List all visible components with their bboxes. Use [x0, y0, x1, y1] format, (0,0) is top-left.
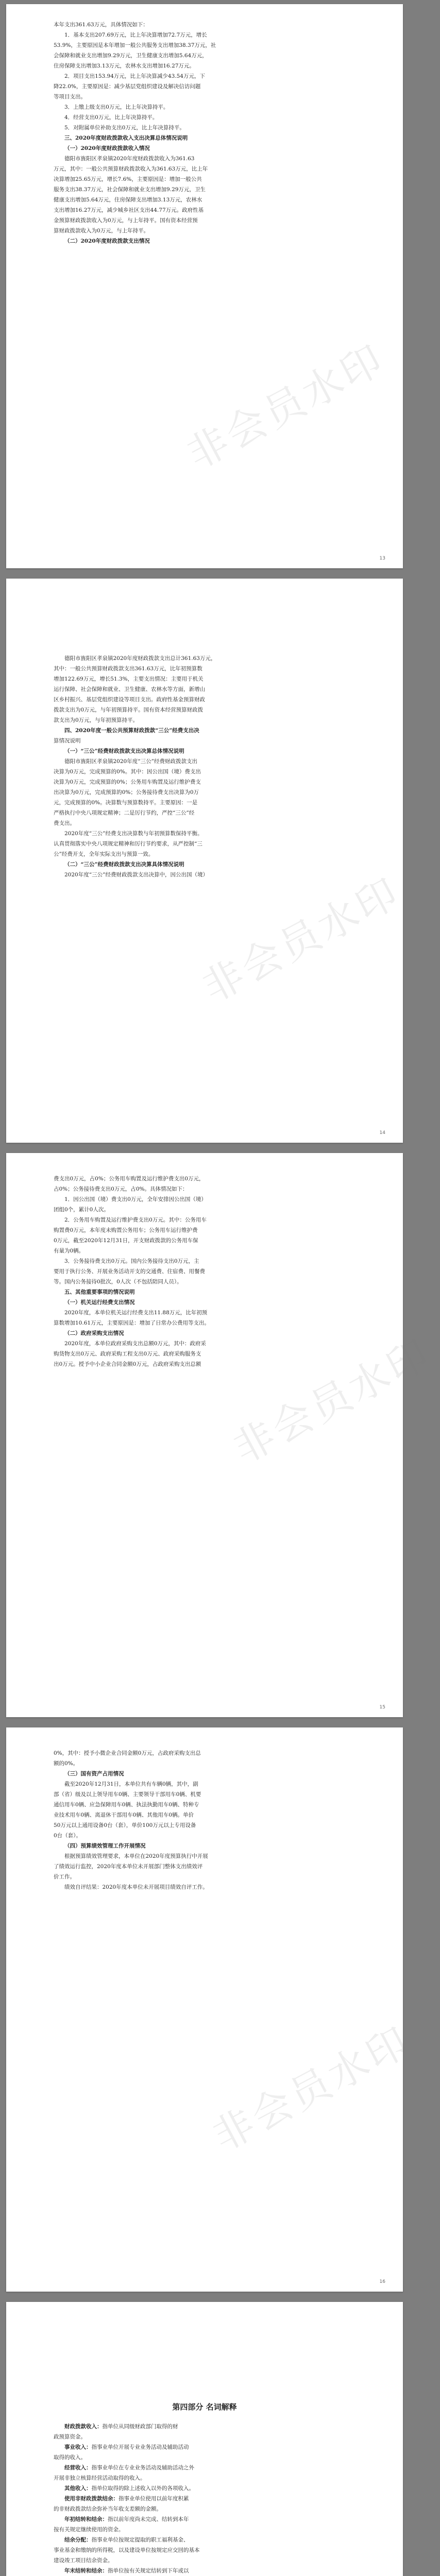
- term-definition: 指事业单位使用以前年度积累: [119, 2496, 189, 2502]
- section-heading: 四、2020年度一般公共预算财政拨款“三公”经费支出决: [64, 727, 199, 734]
- section-heading: 三、2020年度财政拨款收入支出决算总体情况说明: [64, 135, 188, 141]
- text-line: 德阳市旌阳区孝泉镇2020年度“三公”经费财政拨款支出: [64, 758, 197, 765]
- text-line: 出0万元。授予中小企业合同金额0万元，占政府采购支出总额: [54, 1361, 201, 1367]
- text-line: [54, 2494, 356, 2504]
- term-definition: 指单位从同级财政部门取得的财: [102, 2424, 178, 2430]
- term-label: 事业收入：: [64, 2444, 92, 2450]
- text-line: 的非财政拨款结余弥补当年收支差额的金额。: [54, 2506, 162, 2512]
- page-number: 13: [379, 556, 385, 561]
- term-label: 年末结转和结余：: [64, 2568, 108, 2574]
- text-line: 万元，其中：一般公共预算财政拨款收入为361.63万元，比上年: [54, 166, 208, 172]
- text-line: 德阳市旌阳区孝泉镇2020年度财政拨款支出总计361.63万元，: [64, 655, 216, 662]
- term-label: 经营收入：: [64, 2465, 92, 2471]
- page-number: 16: [379, 2279, 385, 2284]
- text-line: 算财政拨款收入为0万元，与上年持平。: [54, 228, 149, 234]
- text-line: 购货物支出0万元、政府采购工程支出0万元、政府采购服务支: [54, 1351, 201, 1357]
- text-line: 有量为0辆。: [54, 1248, 84, 1254]
- section-heading: 五、其他重要事项的情况说明: [64, 1289, 135, 1295]
- text-line: 认真贯彻落实中央八项规定精神和厉行节约要求，从严控制“三: [54, 841, 202, 847]
- text-line: [54, 2566, 356, 2576]
- text-line: 截至2020年12月31日，本单位共有车辆0辆，其中，副: [64, 1781, 198, 1787]
- text-line: 决算为0万元，完成预算的0%；公务用车购置及运行维护费支: [54, 779, 201, 785]
- section-heading: （二）政府采购支出情况: [64, 1330, 124, 1336]
- text-line: 决算为0万元，完成预算的0%。其中：因公出国（境）费支出: [54, 769, 201, 775]
- text-line: 建设竣工项目结余资金。: [54, 2557, 113, 2564]
- text-line: 费支出0万元，占0%；公务用车购置及运行维护费支出0万元，: [54, 1176, 205, 1182]
- text-line: [54, 2535, 356, 2545]
- text-line: 会保障和就业支出增加9.29万元，卫生健康支出增加5.64万元，: [54, 53, 208, 59]
- text-line: 3．上缴上级支出0万元，比上年决算持平。: [64, 104, 169, 110]
- text-line: 按有关规定继续使用的资金。: [54, 2527, 124, 2533]
- text-line: 等。国内公务接待0批次，0人次（不包括陪同人员）。: [54, 1279, 182, 1285]
- text-line: 金预算财政拨款收入为0万元，与上年持平。国有资本经营预: [54, 217, 198, 224]
- text-line: 2．项目支出153.94万元，比上年决算减少43.54万元，下: [64, 73, 205, 79]
- text-line: 款支出为0万元，与年初预算持平。: [54, 717, 139, 723]
- text-line: 业技术用车0辆、离退休干部用车0辆、其他用车0辆。单价: [54, 1812, 194, 1818]
- text-line: 5．对附属单位补助支出0万元，比上年决算持平。: [64, 125, 185, 131]
- watermark: 非会员水印: [205, 2018, 418, 2161]
- text-line: 3．公务接待费支出0万元。国内公务接待支出0万元，主: [64, 1258, 199, 1264]
- text-line: 0万元，截至2020年12月31日，开支财政拨款的公务用车保: [54, 1238, 198, 1244]
- text-line: 价工作。: [54, 1874, 75, 1880]
- section-title: 第四部分 名词解释: [172, 2402, 237, 2412]
- text-line: 2020年度“三公”经费财政拨款支出决算中，因公出国（境）: [64, 872, 208, 878]
- text-line: 2．公务用车购置及运行维护费支出0万元。其中：公务用车: [64, 1217, 207, 1223]
- text-line: 政预算资金。: [54, 2434, 86, 2440]
- term-definition: 指事业单位在专业业务活动及辅助活动之外: [91, 2465, 194, 2471]
- document-page: [6, 579, 408, 1143]
- term-definition: 指以前年度尚未完成、结转到本年: [108, 2516, 189, 2522]
- text-line: 健康支出增加5.64万元，住房保障支出增加3.13万元，农林水: [54, 197, 202, 203]
- text-line: 费支出。: [54, 820, 75, 826]
- text-line: 增加122.69万元，增长51.3%，主要支出情况：主要用于机关: [54, 676, 204, 682]
- page-content: [54, 20, 356, 246]
- text-line: 1．因公出国（境）费支出0万元，全年安排因公出国（境）: [64, 1196, 207, 1202]
- text-line: 4．经营支出0万元，比上年决算持平。: [64, 114, 158, 121]
- text-line: 2020年度，本单位机关运行经费支出11.88万元，比年初预: [64, 1310, 208, 1316]
- text-line: [54, 2442, 356, 2452]
- section-heading: （一）“三公”经费财政拨款支出决算总体情况说明: [64, 748, 184, 754]
- document-page: [6, 1727, 418, 2292]
- term-definition: 指单位取得的除上述收入以外的各项收入。: [91, 2485, 194, 2492]
- text-line: 0%，其中：授予小微企业合同金额0万元，占政府采购支出总: [54, 1750, 201, 1756]
- text-line: 服务支出38.37万元，社会保障和就业支出增加9.29万元，卫生: [54, 187, 206, 193]
- text-line: 拨款支出为0万元，与年初预算持平。国有资本经营预算财政拨: [54, 707, 204, 713]
- text-line: 通信用车0辆、应急保障用车0辆、执法执勤用车0辆、特种专: [54, 1802, 199, 1808]
- text-line: 公”经费开支，全年实际支出与预算一致。: [54, 851, 154, 857]
- page-content: [54, 653, 356, 880]
- text-line: 出决算为0万元，完成预算的0%；公务接待费支出决算为0万: [54, 789, 199, 795]
- section-heading: （二）“三公”经费财政拨款支出决算具体情况说明: [64, 861, 184, 868]
- text-line: 决算增加25.65万元，增长7.6%，主要原因是：增加一般公共: [54, 176, 202, 182]
- text-line: 2020年度“三公”经费支出决算数与年初预算数保持平衡。: [64, 831, 203, 837]
- text-line: 根据预算绩效管理要求，本单位在2020年度预算执行中开展: [64, 1853, 208, 1859]
- text-line: 了绩效运行监控，2020年度本单位未开展部门整体支出绩效评: [54, 1863, 203, 1870]
- text-line: [54, 2514, 356, 2524]
- text-line: 降22.0%，主要原因是：减少基层党组织建设及解决信访问题: [54, 83, 201, 90]
- text-line: 等项目支出。: [54, 94, 86, 100]
- text-line: 取得的收入。: [54, 2454, 86, 2461]
- page-content: [54, 1748, 356, 1892]
- text-line: 额的0%。: [54, 1760, 79, 1767]
- page-number: 14: [379, 1130, 385, 1136]
- document-page: [6, 2302, 403, 2576]
- text-line: 团组0个，累计0人次。: [54, 1207, 109, 1213]
- text-line: [54, 2421, 356, 2432]
- text-line: 事业基金和缴纳的所得税，以及建设单位按规定应交回的基本: [54, 2547, 200, 2553]
- text-line: 绩效自评结果：2020年度本单位未开展项目绩效自评工作。: [64, 1884, 208, 1890]
- text-line: 支出增加16.27万元，减少城乡社区支出44.77万元。政府性基: [54, 207, 204, 213]
- term-definition: 指事业单位开展专业业务活动及辅助活动: [91, 2444, 189, 2450]
- section-heading: （一）机关运行经费支出情况: [64, 1299, 135, 1306]
- watermark: 非会员水印: [179, 335, 393, 479]
- section-heading: （四）预算绩效管理工作开展情况: [64, 1843, 146, 1849]
- term-label: 其他收入：: [64, 2485, 92, 2492]
- term-definition: 指单位按有关规定结转到下年或以: [108, 2568, 189, 2574]
- text-line: [54, 2483, 356, 2494]
- watermark: 非会员水印: [226, 1330, 439, 1473]
- watermark: 非会员水印: [195, 869, 408, 1012]
- text-line: 本年支出361.63万元，具体情况如下：: [54, 22, 148, 28]
- text-line: 占0%；公务接待费支出0万元，占0%。具体情况如下：: [54, 1186, 188, 1192]
- text-line: 算数增加10.61万元，主要原因是：增加了日常办公费用等支出。: [54, 1320, 210, 1326]
- text-line: 53.9%，主要原因是本年增加一般公共服务支出增加38.37万元，社: [54, 42, 216, 48]
- document-page: [6, 4, 403, 568]
- text-line: 50万元以上通用设备0台（套），单价100万元以上专用设备: [54, 1822, 196, 1828]
- text-line: 运行保障、社会保障和就业、卫生健康、农林水等方面，新增山: [54, 686, 205, 692]
- section-heading: （三）国有资产占用情况: [64, 1771, 124, 1777]
- term-definition: 指事业单位按规定提取的职工福利基金、: [91, 2537, 189, 2543]
- text-line: 住房保障支出增加3.13万元，农林水支出增加16.27万元。: [54, 63, 195, 69]
- text-line: 0台（套）。: [54, 1833, 81, 1839]
- text-line: 购置费0万元，本年度未购置公务用车；公务用车运行维护费: [54, 1227, 198, 1233]
- text-line: 元，完成预算的0%。决算数与预算数持平。主要原因：一是: [54, 800, 198, 806]
- text-line: [54, 2463, 356, 2473]
- term-label: 年初结转和结余：: [64, 2516, 108, 2522]
- page-number: 15: [379, 1705, 385, 1710]
- page-content: [54, 1174, 356, 1369]
- section-heading: （二）2020年度财政拨款支出情况: [64, 238, 150, 244]
- term-label: 使用非财政拨款结余：: [64, 2496, 119, 2502]
- text-line: 其中：一般公共预算财政拨款支出361.63万元，比年初预算数: [54, 666, 202, 672]
- text-line: 区乡村振兴、基层党组织建设等项目支出。政府性基金预算财政: [54, 697, 205, 703]
- text-line: 要用于执行公务、开展业务活动开支的交通费、住宿费、用餐费: [54, 1268, 205, 1275]
- text-line: 2020年度，本单位政府采购支出总额0万元，其中：政府采: [64, 1341, 206, 1347]
- document-page: [6, 1153, 439, 1717]
- text-line: 德阳市旌阳区孝泉镇2020年度财政拨款收入为361.63: [64, 156, 195, 162]
- text-line: 开展非独立核算经营活动取得的收入。: [54, 2475, 146, 2481]
- text-line: 算情况说明: [54, 738, 81, 744]
- term-label: 结余分配：: [64, 2537, 92, 2543]
- text-line: 严格执行中央八项规定精神；二是厉行节约，严控“三公”经: [54, 810, 195, 816]
- text-line: 1．基本支出207.69万元，比上年决算增加72.7万元，增长: [64, 32, 207, 38]
- term-label: 财政拨款收入：: [64, 2424, 103, 2430]
- text-line: 部（省）级及以上领导用车0辆、主要领导干部用车0辆、机要: [54, 1791, 201, 1798]
- section-heading: （一）2020年度财政拨款收入情况: [64, 145, 150, 151]
- page-content: [54, 2323, 356, 2576]
